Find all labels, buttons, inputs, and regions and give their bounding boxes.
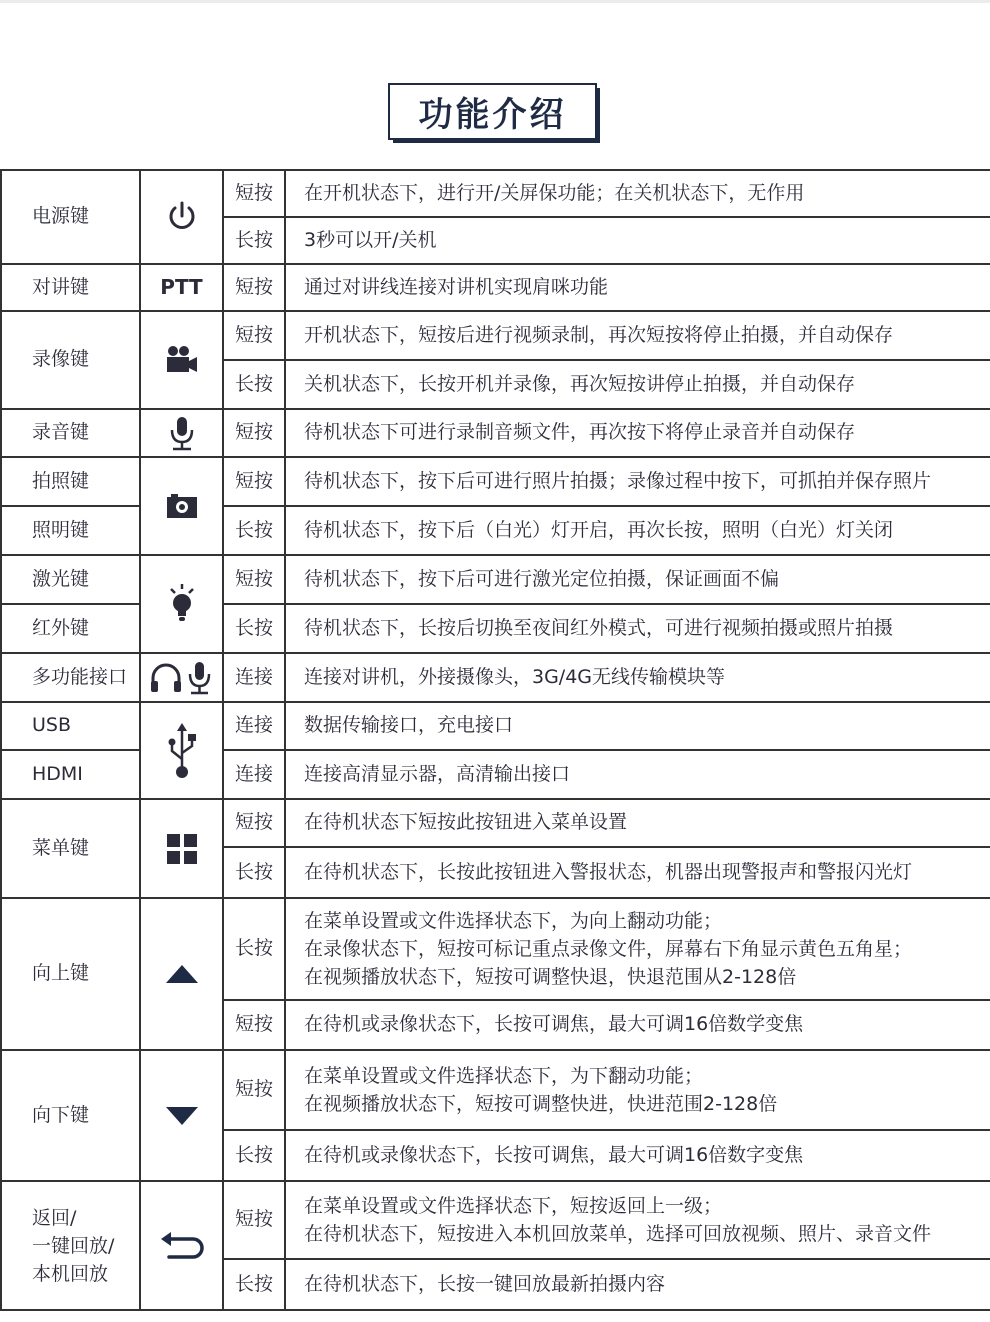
key-name: 电源键 (1, 170, 140, 264)
action-label: 短按 (223, 1050, 285, 1130)
action-label: 长按 (223, 217, 285, 264)
key-name: USB (1, 702, 140, 750)
action-description: 连接高清显示器，高清输出接口 (285, 750, 990, 799)
action-description: 待机状态下，按下后可进行激光定位拍摄，保证画面不偏 (285, 555, 990, 604)
camera-icon (140, 457, 223, 555)
key-name: 激光键 (1, 555, 140, 604)
action-description (285, 1181, 990, 1259)
triangle-up-icon (140, 898, 223, 1050)
table-row (1, 264, 990, 311)
description-line: 在菜单设置或文件选择状态下，短按返回上一级； (304, 1195, 723, 1217)
key-name: 向上键 (1, 898, 140, 1050)
action-label: 短按 (223, 264, 285, 311)
key-name: 对讲键 (1, 264, 140, 311)
key-name: 拍照键 (1, 457, 140, 506)
action-label: 短按 (223, 170, 285, 217)
action-description: 数据传输接口，充电接口 (285, 702, 990, 750)
action-label: 连接 (223, 653, 285, 702)
return-arrow-icon (140, 1181, 223, 1310)
function-table (0, 169, 990, 1311)
action-description: 在待机或录像状态下，长按可调焦，最大可调16倍数字变焦 (285, 1130, 990, 1181)
action-label: 长按 (223, 847, 285, 898)
action-label: 短按 (223, 799, 285, 847)
table-row (1, 457, 990, 506)
microphone-icon (140, 409, 223, 457)
key-name: 录像键 (1, 311, 140, 409)
action-label: 短按 (223, 409, 285, 457)
key-name (1, 1181, 140, 1310)
table-row (1, 170, 990, 217)
usb-icon (140, 702, 223, 799)
table-row (1, 311, 990, 360)
action-label: 长按 (223, 604, 285, 653)
action-label: 短按 (223, 555, 285, 604)
top-divider (0, 0, 990, 3)
action-description: 在待机状态下，长按此按钮进入警报状态，机器出现警报声和警报闪光灯 (285, 847, 990, 898)
action-label: 长按 (223, 506, 285, 555)
action-label: 长按 (223, 360, 285, 409)
action-label: 长按 (223, 1130, 285, 1181)
table-row (1, 799, 990, 847)
action-description: 3秒可以开/关机 (285, 217, 990, 264)
headphones-mic-icon (140, 653, 223, 702)
action-label: 连接 (223, 750, 285, 799)
ptt-label: PTT (140, 264, 223, 311)
action-description: 在待机状态下短按此按钮进入菜单设置 (285, 799, 990, 847)
triangle-down-icon (140, 1050, 223, 1181)
action-description: 待机状态下，长按后切换至夜间红外模式，可进行视频拍摄或照片拍摄 (285, 604, 990, 653)
key-name: 菜单键 (1, 799, 140, 898)
description-line: 在菜单设置或文件选择状态下，为向上翻动功能； (304, 910, 723, 932)
action-description: 连接对讲机，外接摄像头，3G/4G无线传输模块等 (285, 653, 990, 702)
action-label: 短按 (223, 311, 285, 360)
page-title: 功能介绍 (388, 83, 597, 140)
action-description: 在待机状态下，长按一键回放最新拍摄内容 (285, 1259, 990, 1310)
key-name: 向下键 (1, 1050, 140, 1181)
description-line: 在待机状态下，短按进入本机回放菜单，选择可回放视频、照片、录音文件 (304, 1223, 932, 1245)
description-line: 在视频播放状态下，短按可调整快退，快退范围从2-128倍 (304, 966, 797, 988)
power-icon (140, 170, 223, 264)
action-description: 关机状态下，长按开机并录像，再次短按讲停止拍摄，并自动保存 (285, 360, 990, 409)
grid-menu-icon (140, 799, 223, 898)
key-name: 照明键 (1, 506, 140, 555)
action-description: 通过对讲线连接对讲机实现肩咪功能 (285, 264, 990, 311)
action-label: 短按 (223, 457, 285, 506)
action-label: 长按 (223, 898, 285, 1000)
action-description: 待机状态下，按下后（白光）灯开启，再次长按，照明（白光）灯关闭 (285, 506, 990, 555)
action-description: 待机状态下可进行录制音频文件，再次按下将停止录音并自动保存 (285, 409, 990, 457)
description-line: 在录像状态下，短按可标记重点录像文件，屏幕右下角显示黄色五角星； (304, 938, 913, 960)
key-name: 红外键 (1, 604, 140, 653)
description-line: 在菜单设置或文件选择状态下，为下翻动功能； (304, 1065, 704, 1087)
action-label: 短按 (223, 1000, 285, 1050)
light-bulb-icon (140, 555, 223, 653)
table-row (1, 555, 990, 604)
key-name: 多功能接口 (1, 653, 140, 702)
action-description: 在待机或录像状态下，长按可调焦，最大可调16倍数学变焦 (285, 1000, 990, 1050)
action-label: 连接 (223, 702, 285, 750)
video-camera-icon (140, 311, 223, 409)
key-name-line: 返回/ (32, 1206, 77, 1229)
table-row (1, 898, 990, 1000)
table-row (1, 653, 990, 702)
key-name: HDMI (1, 750, 140, 799)
title-frame (388, 83, 602, 145)
key-name: 录音键 (1, 409, 140, 457)
table-row (1, 702, 990, 750)
table-row (1, 409, 990, 457)
description-line: 在视频播放状态下，短按可调整快进，快进范围2-128倍 (304, 1093, 778, 1115)
table-row (1, 1050, 990, 1130)
key-name-line: 本机回放 (32, 1262, 109, 1285)
action-description (285, 898, 990, 1000)
key-name-line: 一键回放/ (32, 1234, 115, 1257)
action-description: 待机状态下，按下后可进行照片拍摄；录像过程中按下，可抓拍并保存照片 (285, 457, 990, 506)
action-description (285, 1050, 990, 1130)
action-description: 开机状态下，短按后进行视频录制，再次短按将停止拍摄，并自动保存 (285, 311, 990, 360)
action-description: 在开机状态下，进行开/关屏保功能；在关机状态下，无作用 (285, 170, 990, 217)
table-row (1, 1181, 990, 1259)
action-label: 长按 (223, 1259, 285, 1310)
action-label: 短按 (223, 1181, 285, 1259)
